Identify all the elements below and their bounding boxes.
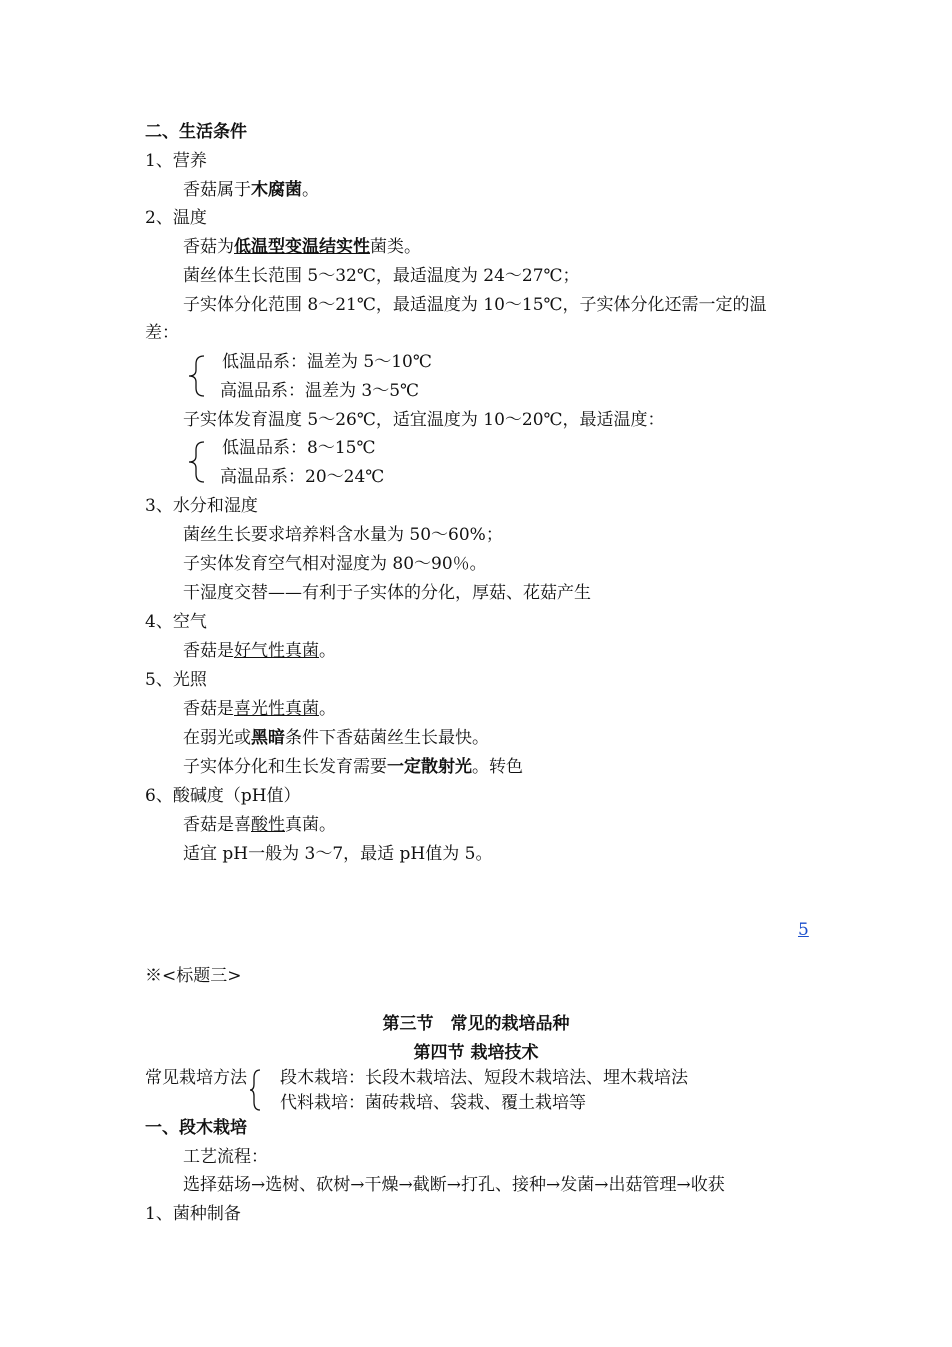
differentiation-temp-cont: 差： — [145, 323, 179, 343]
air-label: 4、空气 — [145, 612, 207, 632]
moisture-line-3: 干湿度交替——有利于子实体的分化，厚菇、花菇产生 — [183, 583, 591, 603]
air-text: 香菇是好气性真菌。 — [183, 641, 336, 661]
ph-line-1: 香菇是喜酸性真菌。 — [183, 815, 336, 835]
brace-icon — [186, 440, 208, 484]
methods-label: 常见栽培方法 — [145, 1068, 247, 1088]
light-line-1: 香菇是喜光性真菌。 — [183, 699, 336, 719]
temperature-type: 香菇为低温型变温结实性菌类。 — [183, 237, 421, 257]
section-heading: 二、生活条件 — [145, 122, 247, 142]
log-cultivation-heading: 一、段木栽培 — [145, 1118, 247, 1138]
light-line-2: 在弱光或黑暗条件下香菇菌丝生长最快。 — [183, 728, 489, 748]
moisture-line-1: 菌丝生长要求培养料含水量为 50～60%； — [183, 525, 503, 545]
light-label: 5、光照 — [145, 670, 207, 690]
development-temp: 子实体发育温度 5～26℃，适宜温度为 10～20℃，最适温度： — [183, 410, 665, 430]
nutrition-label: 1、营养 — [145, 151, 207, 171]
nutrition-text: 香菇属于木腐菌。 — [183, 180, 319, 200]
mycelium-temp: 菌丝体生长范围 5～32℃，最适温度为 24～27℃； — [183, 266, 580, 286]
method-substitute: 代料栽培：菌砖栽培、袋栽、覆土栽培等 — [280, 1093, 586, 1113]
section-4-title: 第四节 栽培技术 — [413, 1043, 539, 1063]
brace-icon — [248, 1068, 264, 1112]
spawn-preparation: 1、菌种制备 — [145, 1204, 241, 1224]
dev-high-strain: 高温品系：20～24℃ — [220, 467, 385, 487]
moisture-label: 3、水分和湿度 — [145, 496, 258, 516]
method-log: 段木栽培：长段木栽培法、短段木栽培法、埋木栽培法 — [280, 1068, 688, 1088]
heading-marker: ※<标题三> — [145, 966, 242, 986]
process-flow: 选择菇场→选树、砍树→干燥→截断→打孔、接种→发菌→出菇管理→收获 — [183, 1175, 725, 1195]
wood-rot-fungus: 木腐菌 — [251, 180, 302, 200]
dev-low-strain: 低温品系：8～15℃ — [222, 438, 376, 458]
moisture-line-2: 子实体发育空气相对湿度为 80～90％。 — [183, 554, 487, 574]
ph-line-2: 适宜 pH一般为 3～7，最适 pH值为 5。 — [183, 844, 493, 864]
differentiation-temp: 子实体分化范围 8～21℃，最适温度为 10～15℃，子实体分化还需一定的温 — [183, 295, 767, 315]
section-3-title: 第三节 常见的栽培品种 — [382, 1014, 570, 1034]
process-label: 工艺流程： — [183, 1147, 268, 1167]
diff-high-strain: 高温品系：温差为 3～5℃ — [220, 381, 420, 401]
diff-low-strain: 低温品系：温差为 5～10℃ — [222, 352, 432, 372]
page-number-link[interactable]: 5 — [798, 920, 809, 940]
temperature-label: 2、温度 — [145, 208, 207, 228]
ph-label: 6、酸碱度（pH值） — [145, 786, 301, 806]
brace-icon — [186, 354, 208, 398]
light-line-3: 子实体分化和生长发育需要一定散射光。转色 — [183, 757, 523, 777]
